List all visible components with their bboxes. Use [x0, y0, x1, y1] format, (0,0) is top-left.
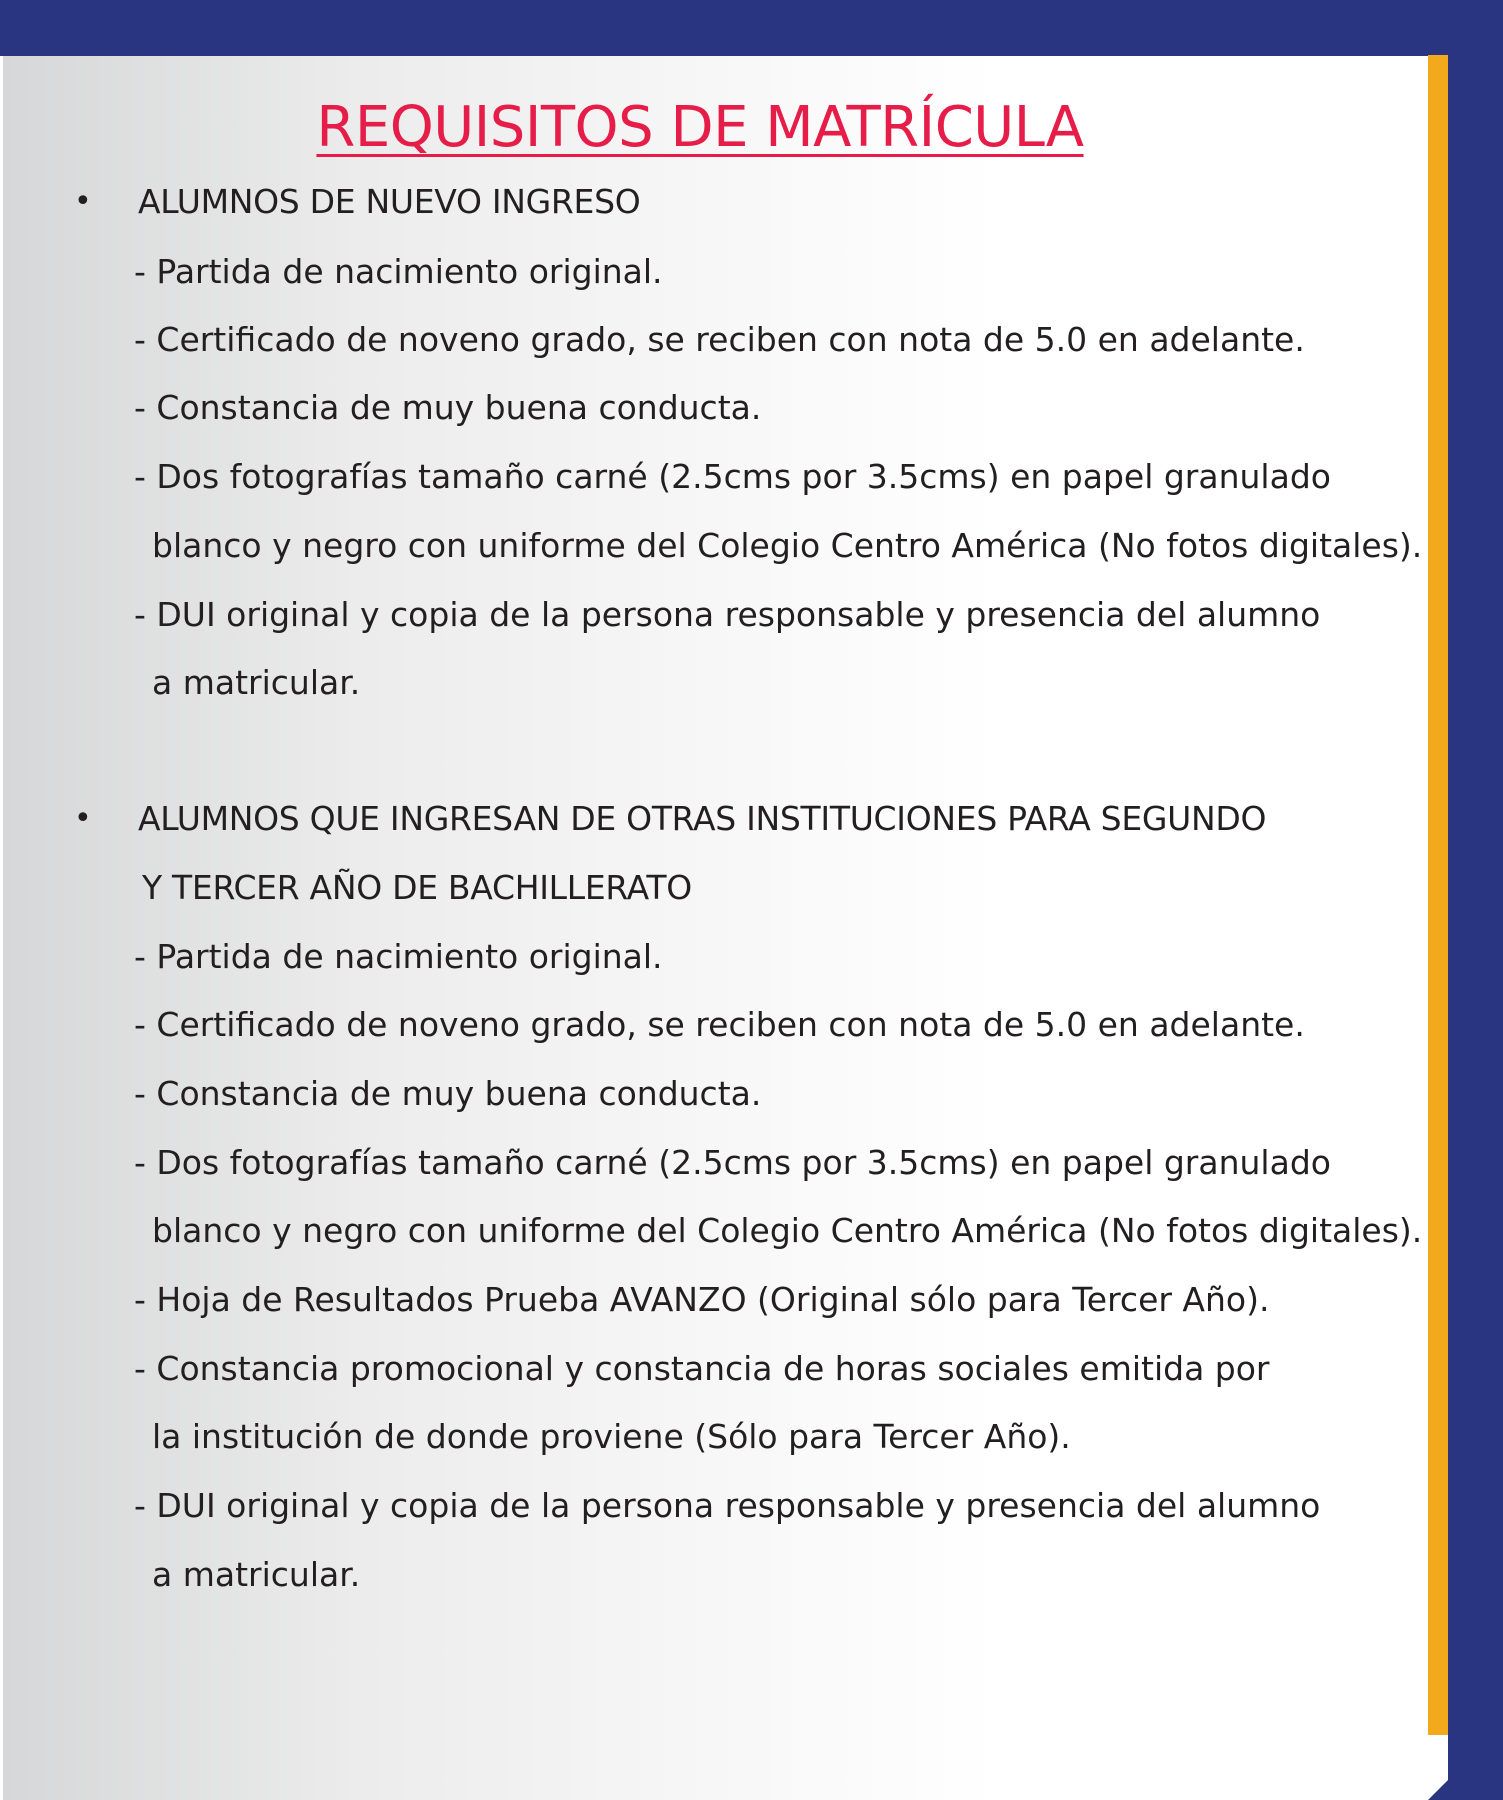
- requirement-item-continued: la institución de donde proviene (Sólo para Tercer Año).: [152, 1417, 1071, 1456]
- requirement-item-continued: blanco y negro con uniforme del Colegio Centro América (No fotos digitales).: [152, 526, 1423, 565]
- requirement-item: - Partida de nacimiento original.: [134, 937, 663, 976]
- gold-stripe: [1428, 55, 1448, 1735]
- section-heading-continued: Y TERCER AÑO DE BACHILLERATO: [142, 868, 692, 907]
- requirement-item: - Partida de nacimiento original.: [134, 252, 663, 291]
- corner-fold: [1428, 1732, 1496, 1800]
- requirement-item: - DUI original y copia de la persona responsable y presencia del alumno: [134, 595, 1321, 634]
- title-text: REQUISITOS DE MATRÍCULA: [316, 95, 1084, 160]
- requirement-item: - DUI original y copia de la persona responsable y presencia del alumno: [134, 1486, 1321, 1525]
- requirement-item: - Constancia promocional y constancia de horas sociales emitida por: [134, 1349, 1270, 1388]
- requirement-item: - Dos fotografías tamaño carné (2.5cms por 3.5cms) en papel granulado: [134, 1143, 1331, 1182]
- requirement-item-continued: a matricular.: [152, 1555, 361, 1594]
- requirement-item: - Constancia de muy buena conducta.: [134, 388, 762, 427]
- requirement-item: - Certificado de noveno grado, se reciben con nota de 5.0 en adelante.: [134, 1005, 1305, 1044]
- bullet-marker: •: [74, 184, 92, 219]
- section-heading: ALUMNOS QUE INGRESAN DE OTRAS INSTITUCIONES PARA SEGUNDO: [138, 799, 1267, 838]
- bullet-marker: •: [74, 801, 92, 836]
- section-heading: ALUMNOS DE NUEVO INGRESO: [138, 182, 641, 221]
- requirement-item: - Certificado de noveno grado, se reciben con nota de 5.0 en adelante.: [134, 320, 1305, 359]
- right-navy-bar: [1448, 0, 1503, 1800]
- top-navy-bar: [0, 0, 1503, 56]
- page-title: [0, 88, 1400, 168]
- requirement-item: - Constancia de muy buena conducta.: [134, 1074, 762, 1113]
- requirement-item-continued: a matricular.: [152, 663, 361, 702]
- requirement-item: - Hoja de Resultados Prueba AVANZO (Original sólo para Tercer Año).: [134, 1280, 1270, 1319]
- requirement-item-continued: blanco y negro con uniforme del Colegio Centro América (No fotos digitales).: [152, 1211, 1423, 1250]
- requirement-item: - Dos fotografías tamaño carné (2.5cms por 3.5cms) en papel granulado: [134, 457, 1331, 496]
